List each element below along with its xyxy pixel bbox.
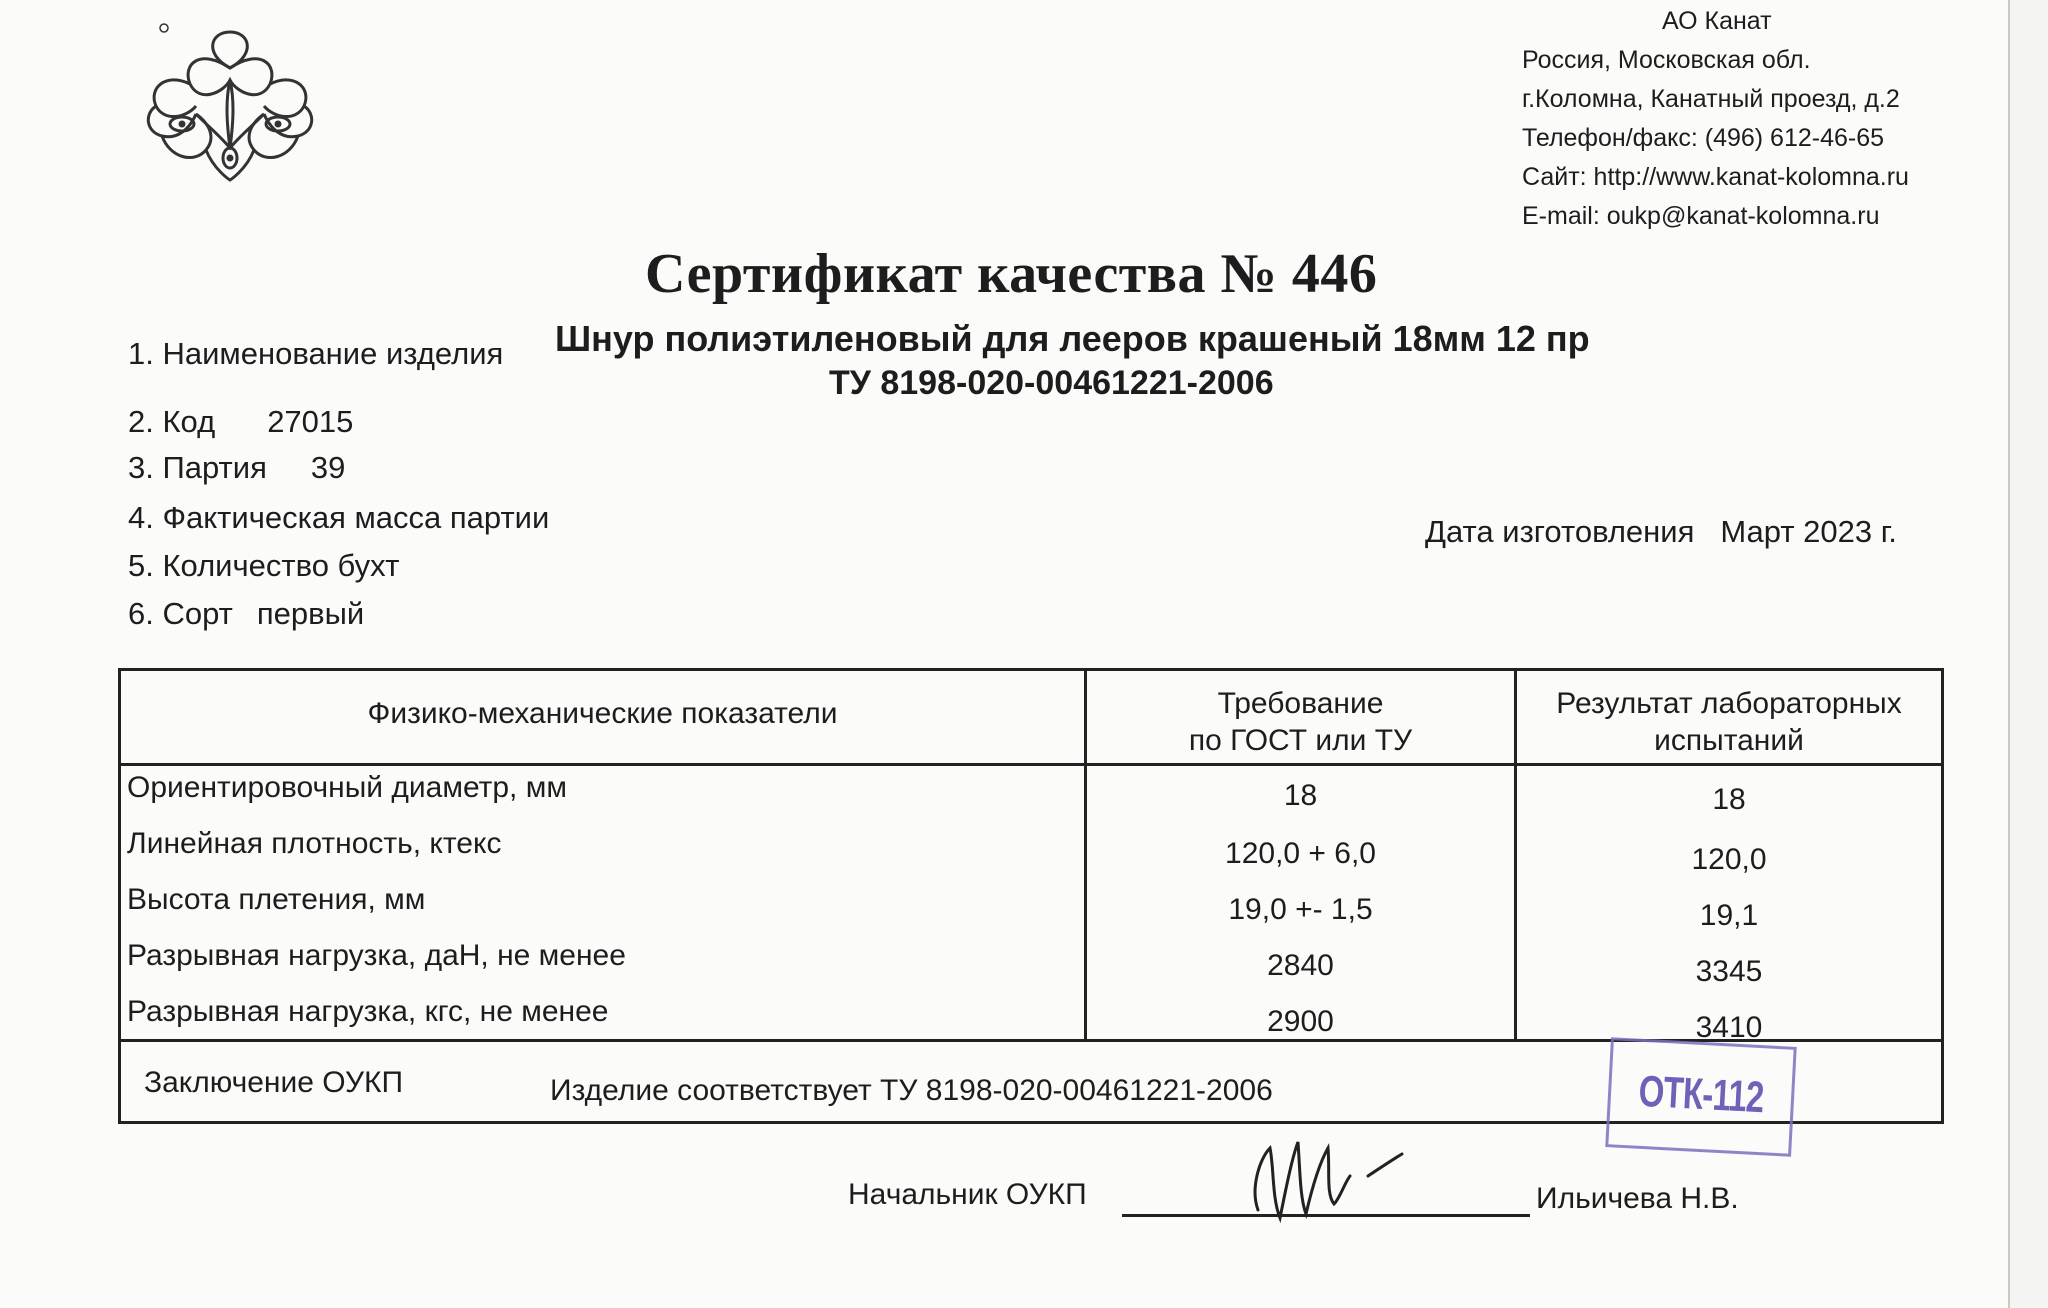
row-4-result: 3345: [1695, 955, 1763, 988]
header-requirement: Требование по ГОСТ или ТУ: [1188, 687, 1413, 757]
certificate-title: Сертификат качества № 446: [645, 243, 1378, 305]
field-label: 4. Фактическая масса партии: [128, 500, 550, 535]
row-4-requirement: 2840: [1267, 949, 1334, 982]
company-address-block: [1522, 2, 1909, 236]
row-3-indicator: Высота плетения, мм: [127, 883, 426, 916]
company-email: E-mail: oukp@kanat-kolomna.ru: [1522, 202, 1880, 230]
company-address-line2: г.Коломна, Канатный проезд, д.2: [1522, 85, 1900, 113]
field-value: первый: [256, 596, 365, 631]
row-5-result: 3410: [1695, 1011, 1763, 1044]
header-divider: [121, 763, 1941, 766]
row-1-requirement: 18: [1283, 779, 1318, 812]
field-label: 6. Сорт: [128, 596, 233, 631]
header-result: Результат лабораторных испытаний: [1556, 687, 1902, 757]
signoff-label: Начальник ОУКП: [848, 1178, 1087, 1211]
company-logo-icon: [130, 18, 330, 188]
date-label: Дата изготовления: [1425, 514, 1695, 549]
field-batch-mass: [128, 500, 549, 536]
field-value: 39: [310, 450, 346, 485]
row-2-requirement: 120,0 + 6,0: [1225, 837, 1376, 870]
otk-stamp: [1605, 1037, 1797, 1157]
field-batch: [128, 450, 345, 486]
field-label: 5. Количество бухт: [128, 548, 400, 583]
conclusion-label: Заключение ОУКП: [144, 1066, 404, 1099]
stamp-text: ОТК-112: [1637, 1066, 1765, 1123]
field-grade: [128, 596, 364, 632]
conclusion-text: Изделие соответствует ТУ 8198-020-00461221-2006: [550, 1074, 1273, 1107]
field-label: 2. Код: [128, 404, 216, 439]
field-label: 3. Партия: [128, 450, 267, 485]
header-indicators: Физико-механические показатели: [367, 697, 838, 730]
company-address-line1: Россия, Московская обл.: [1522, 46, 1811, 74]
company-name: АО Канат: [1662, 7, 1772, 35]
row-2-result: 120,0: [1691, 843, 1767, 876]
manufacture-date: [1425, 514, 1897, 550]
company-site: Сайт: http://www.kanat-kolomna.ru: [1522, 163, 1909, 191]
field-product-name: [128, 336, 503, 372]
field-label: 1. Наименование изделия: [128, 336, 504, 371]
signoff-name: Ильичева Н.В.: [1536, 1182, 1739, 1215]
product-name: Шнур полиэтиленовый для лееров крашеный 18мм 12 пр: [555, 318, 1590, 359]
product-tu: ТУ 8198-020-00461221-2006: [829, 364, 1274, 402]
row-4-indicator: Разрывная нагрузка, даН, не менее: [127, 939, 626, 972]
row-5-requirement: 2900: [1267, 1005, 1334, 1038]
row-3-requirement: 19,0 +- 1,5: [1228, 893, 1373, 926]
field-coil-count: [128, 548, 399, 584]
row-1-result: 18: [1712, 783, 1746, 816]
row-2-indicator: Линейная плотность, ктекс: [127, 827, 502, 860]
row-5-indicator: Разрывная нагрузка, кгс, не менее: [127, 995, 609, 1028]
company-phone: Телефон/факс: (496) 612-46-65: [1522, 124, 1885, 152]
field-code: [128, 404, 353, 440]
row-3-result: 19,1: [1699, 899, 1759, 932]
handwritten-signature: [1240, 1118, 1420, 1228]
field-value: 27015: [267, 404, 354, 439]
date-value: Март 2023 г.: [1720, 514, 1897, 549]
row-1-indicator: Ориентировочный диаметр, мм: [127, 771, 567, 804]
paper-edge: [2008, 0, 2010, 1308]
